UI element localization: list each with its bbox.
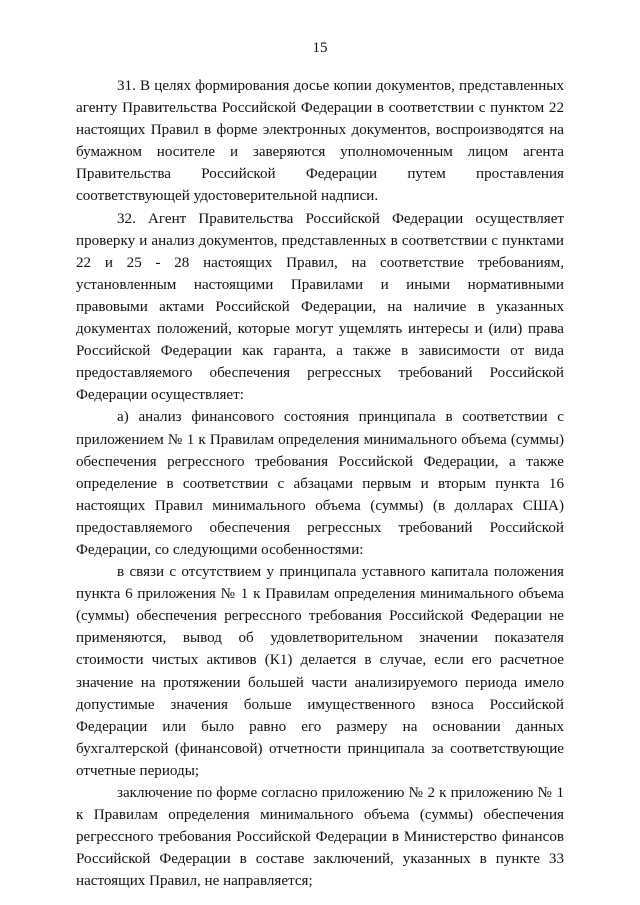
paragraph-31: 31. В целях формирования досье копии документов, представленных агенту Правительства Российской Федерации в соответствии с пунктом 22 настоящих Правил в форме электронных документов, воспроизводятся на бумажном носителе и заверяются уполномоченным лицом агента Правительства Российской Федерации путем проставления соответствующей удостоверительной надписи. <box>76 78 564 205</box>
subparagraph-a: а) анализ финансового состояния принципала в соответствии с приложением № 1 к Правилам определения минимального объема (суммы) обеспечения регрессного требования Российской Федерации, а также определение в соответствии с абзацами первым и вторым пункта 16 настоящих Правил минимального объема (суммы) (в долларах США) предоставляемого обеспечения регрессных требований Российской Федерации, со следующими особенностями: <box>76 409 564 558</box>
paragraph-32: 32. Агент Правительства Российской Федерации осуществляет проверку и анализ документов, представленных в соответствии с пунктами 22 и 25 - 28 настоящих Правил, на соответствие требованиям, установленным настоящими Правилами и иными нормативными правовыми актами Российской Федерации, на наличие в указанных документах положений, которые могут ущемлять интересы и (или) права Российской Федерации как гаранта, а также в зависимости от вида предоставляемого обеспечения регрессных требований Российской Федерации осуществляет: <box>76 210 564 404</box>
document-body <box>76 75 564 892</box>
page-number: 15 <box>312 40 328 56</box>
paragraph-conclusion-not-sent: заключение по форме согласно приложению № 2 к приложению № 1 к Правилам определения минимального объема (суммы) обеспечения регрессного требования Российской Федерации в Министерство финансов Российской Федерации в составе заключений, указанных в пункте 33 настоящих Правил, не направляется; <box>76 785 564 890</box>
paragraph-net-assets-condition: в связи с отсутствием у принципала уставного капитала положения пункта 6 приложения № 1 к Правилам определения минимального объема (суммы) обеспечения регрессного требования Российской Федерации не применяются, вывод об удовлетворительном значении показателя стоимости чистых активов (К1) делается в случае, если его расчетное значение на протяжении большей части анализируемого периода имело допустимые значения больше имущественного взноса Российской Федерации или было равно его размеру на основании данных бухгалтерской (финансовой) отчетности принципала за соответствующие отчетные периоды; <box>76 564 564 779</box>
